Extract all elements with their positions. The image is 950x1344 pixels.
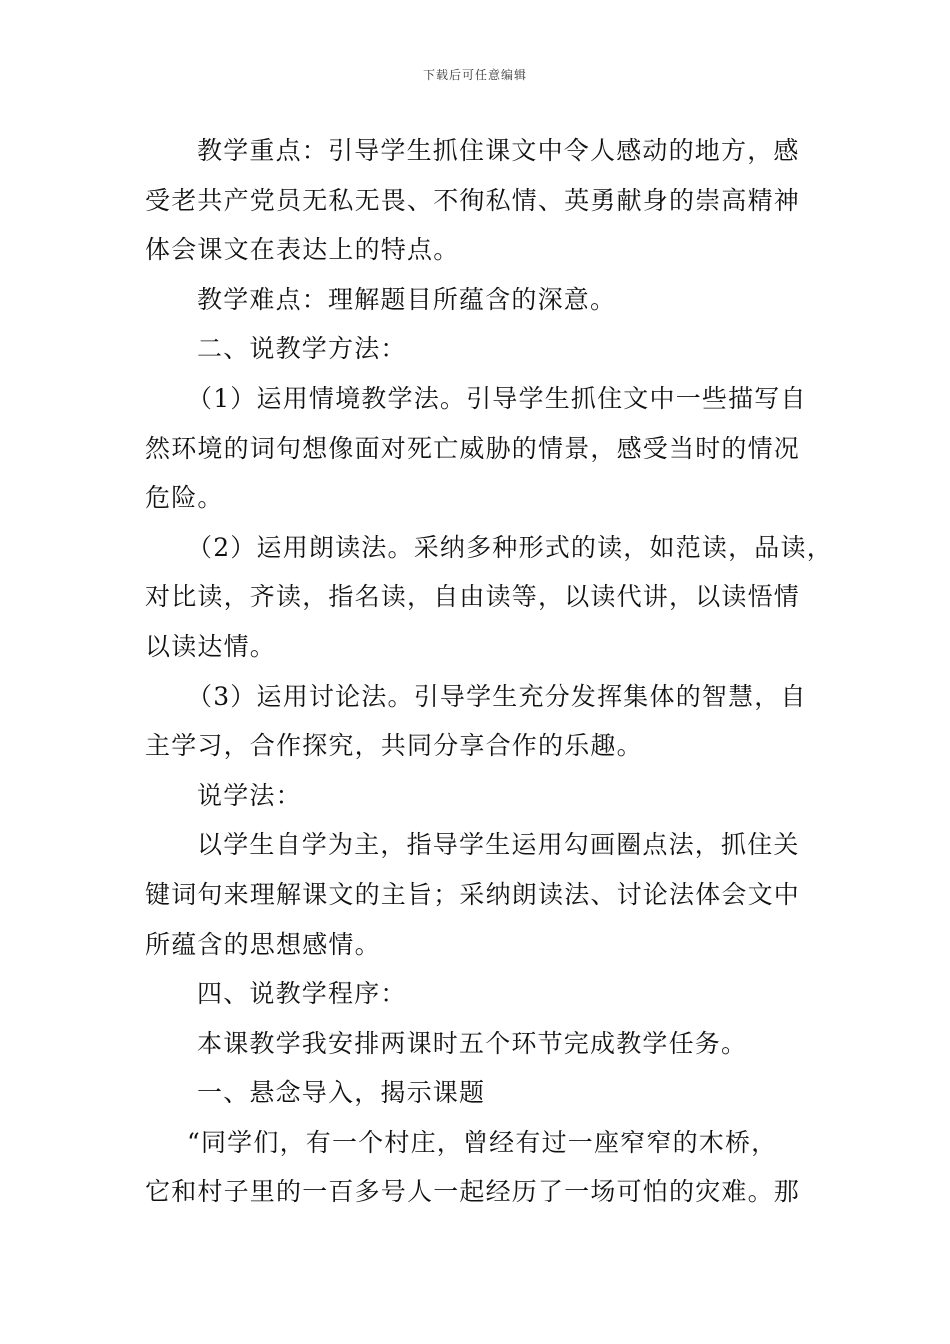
paragraph-line: （2）运用朗读法。采纳多种形式的读，如范读，品读，	[187, 532, 833, 562]
page-header: 下载后可任意编辑	[422, 68, 527, 82]
paragraph-line: 以读达情。	[145, 631, 277, 661]
paragraph-line: 所蕴含的思想感情。	[145, 929, 381, 959]
paragraph-line: 本课教学我安排两课时五个环节完成教学任务。	[197, 1028, 748, 1058]
section-heading: 四、说教学程序：	[197, 979, 407, 1009]
paragraph-line: （1）运用情境教学法。引导学生抓住文中一些描写自	[187, 383, 807, 413]
paragraph-line: 教学难点：理解题目所蕴含的深意。	[197, 284, 617, 314]
paragraph-line: 对比读，齐读，指名读，自由读等，以读代讲，以读悟情	[145, 582, 801, 612]
paragraph-line: 危险。	[145, 483, 224, 513]
paragraph-line: 受老共产党员无私无畏、不徇私情、英勇献身的崇高精神	[145, 185, 801, 215]
section-heading: 二、说教学方法：	[197, 334, 407, 364]
paragraph-line: （3）运用讨论法。引导学生充分发挥集体的智慧，自	[187, 681, 807, 711]
paragraph-line: 主学习，合作探究，共同分享合作的乐趣。	[145, 731, 643, 761]
section-heading: 一、悬念导入，揭示课题	[197, 1078, 486, 1108]
paragraph-line: 教学重点：引导学生抓住课文中令人感动的地方，感	[197, 136, 800, 165]
section-heading: 说学法：	[197, 780, 302, 810]
document-body	[145, 126, 833, 1217]
paragraph-line: 体会课文在表达上的特点。	[145, 235, 460, 265]
paragraph-line: 它和村子里的一百多号人一起经历了一场可怕的灾难。那	[145, 1177, 801, 1207]
paragraph-line: 然环境的词句想像面对死亡威胁的情景，感受当时的情况	[145, 433, 801, 463]
paragraph-line: “同学们，有一个村庄，曾经有过一座窄窄的木桥，	[187, 1127, 778, 1157]
paragraph-line: 键词句来理解课文的主旨；采纳朗读法、讨论法体会文中	[145, 879, 801, 909]
paragraph-line: 以学生自学为主，指导学生运用勾画圈点法，抓住关	[197, 830, 800, 860]
